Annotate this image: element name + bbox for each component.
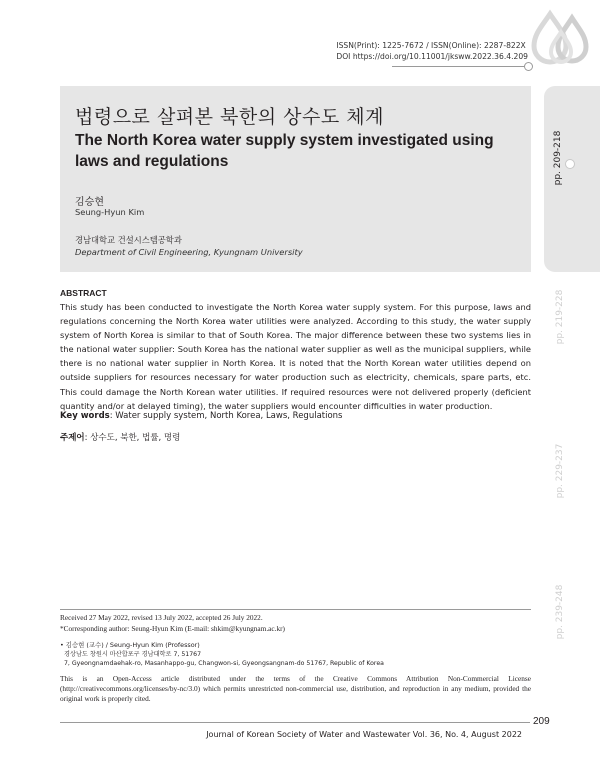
- journal-citation: Journal of Korean Society of Water and Wastewater Vol. 36, No. 4, August 2022: [206, 730, 522, 739]
- keywords-label: Key words: [60, 411, 110, 421]
- tab-dot-icon: [565, 159, 575, 169]
- page-number: 209: [533, 716, 550, 727]
- page-range-tab[interactable]: [544, 272, 600, 388]
- page-range-label: pp. 239-248: [555, 584, 565, 640]
- received-dates: Received 27 May 2022, revised 13 July 2022, accepted 26 July 2022.: [60, 613, 263, 622]
- issn-doi-block: [336, 40, 528, 62]
- keywords-text: : Water supply system, North Korea, Laws, Regulations: [109, 411, 343, 421]
- affiliation-english: Department of Civil Engineering, Kyungnam University: [75, 247, 303, 257]
- page-range-label: pp. 229-237: [555, 443, 565, 499]
- keywords-korean-text: : 상수도, 북한, 법률, 명령: [84, 433, 181, 443]
- title-english: The North Korea water supply system investigated using laws and regulations: [75, 132, 494, 170]
- author-korean: 김승현: [75, 197, 104, 208]
- corresponding-author: *Corresponding author: Seung-Hyun Kim (E-mail: shkim@kyungnam.ac.kr): [60, 624, 285, 633]
- doi-line[interactable]: DOI https://doi.org/10.11001/jksww.2022.36.4.209: [336, 52, 528, 61]
- header-rule: [392, 66, 525, 67]
- page-range-tab[interactable]: [544, 555, 600, 671]
- author-english: Seung-Hyun Kim: [75, 207, 145, 217]
- keywords: [60, 411, 342, 421]
- keywords-korean-label: 주제어: [60, 433, 85, 443]
- address-korean: 경상남도 창원시 마산합포구 경남대학로 7, 51767: [64, 651, 202, 658]
- page-range-tab-active[interactable]: [544, 86, 600, 272]
- page-range-label: pp. 219-228: [555, 289, 565, 345]
- page-range-label: pp. 209-218: [553, 130, 563, 186]
- footer-rule: [60, 722, 530, 723]
- affiliation-korean: 경남대학교 건설시스템공학과: [75, 235, 182, 245]
- footnote-rule: [60, 609, 531, 610]
- license-text: This is an Open-Access article distributed under the terms of the Creative Commons Attribution Non-Commercial License (http://creativecommons.org/licenses/by-nc/3.0) which permits unrestricted non-commercial use, distribution, and reproduction in any medium, provided the original work is properly cited.: [60, 674, 531, 703]
- keywords-korean: [60, 431, 180, 443]
- abstract-text: This study has been conducted to investigate the North Korea water supply system. For this purpose, laws and regulations concerning the North Korea water utilities were analyzed. According to this study, the water supply system of North Korea is similar to that of South Korea. The major difference between these two systems lies in the national water supplier: South Korea has the national water supplier as well as the municipal suppliers, while there is no national water supplier in North Korea. It is noted that the North Korean water utilities depend on outside suppliers for resources necessary for water production such as electricity, chemicals, spare parts, etc. This could damage the North Korean water utilities. If required resources were not delivered properly (deficient quantity and/or at delayed timing), the water suppliers would encounter difficulties in water production.: [60, 302, 531, 411]
- journal-logo: [528, 8, 594, 68]
- title-korean: 법령으로 살펴본 북한의 상수도 체계: [75, 106, 384, 128]
- author-note: • 김승현 (교수) / Seung-Hyun Kim (Professor): [60, 641, 200, 649]
- page-range-tab[interactable]: [544, 410, 600, 526]
- issn-line: ISSN(Print): 1225-7672 / ISSN(Online): 2287-822X: [336, 41, 526, 50]
- abstract-heading: ABSTRACT: [60, 288, 107, 298]
- address-english: 7, Gyeongnamdaehak-ro, Masanhappo-gu, Changwon-si, Gyeongsangnam-do 51767, Republic of Korea: [64, 660, 384, 667]
